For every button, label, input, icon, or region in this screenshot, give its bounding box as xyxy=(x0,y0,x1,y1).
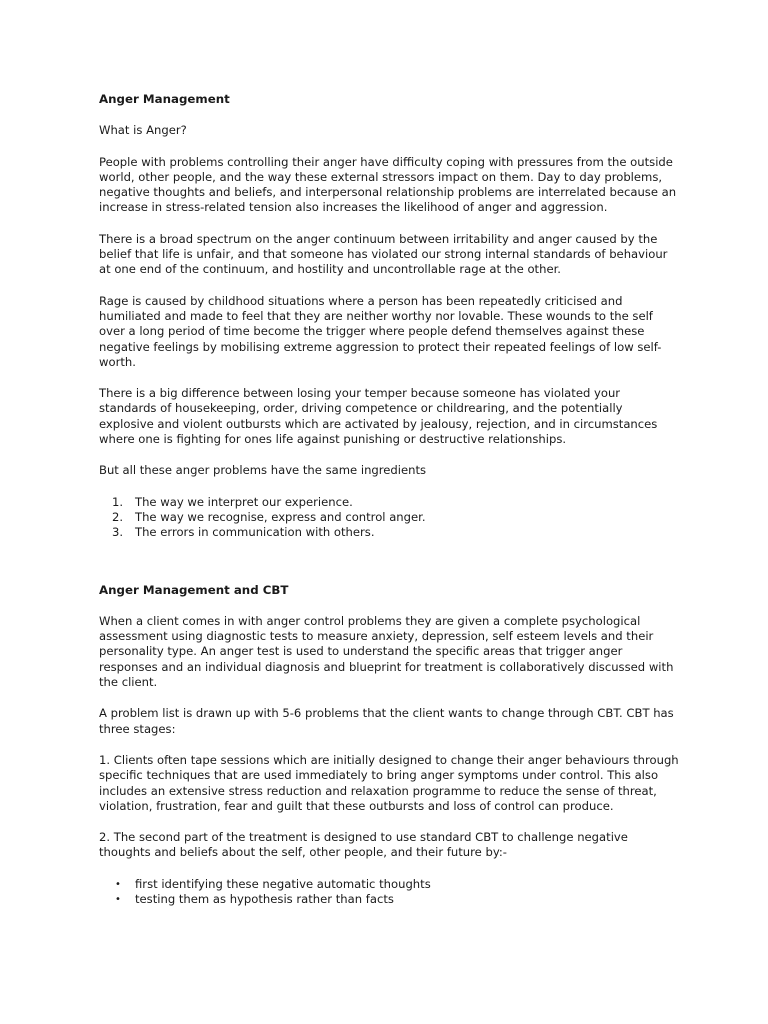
list-item-text: testing them as hypothesis rather than facts xyxy=(135,891,394,906)
list-number: 1. xyxy=(112,494,124,509)
document-body xyxy=(99,92,679,907)
list-item xyxy=(99,510,679,525)
list-item-text: The way we recognise, express and control anger. xyxy=(135,509,426,524)
section-heading-anger-management: Anger Management xyxy=(99,92,230,106)
list-item xyxy=(99,877,679,892)
list-item xyxy=(99,525,679,540)
bullet-icon: • xyxy=(115,893,121,905)
paragraph: A problem list is drawn up with 5-6 problems that the client wants to change through CBT. CBT has three stages: xyxy=(99,706,674,736)
paragraph: But all these anger problems have the same ingredients xyxy=(99,463,427,478)
paragraph: 1. Clients often tape sessions which are initially designed to change their anger behaviours through specific techniques that are used immediately to bring anger symptoms under control. This also includes an extensive stress reduction and relaxation programme to reduce the sense of threat, violation, frustration, fear and guilt that these outbursts and loss of control can produce. xyxy=(99,752,679,813)
paragraph: There is a big difference between losing your temper because someone has violated your standards of housekeeping, order, driving competence or childrearing, and the potentially explosive and violent outbursts which are activated by jealousy, rejection, and in circumstances where one is fighting for ones life against punishing or destructive relationships. xyxy=(99,386,658,447)
subheading-what-is-anger: What is Anger? xyxy=(99,123,187,138)
paragraph: There is a broad spectrum on the anger continuum between irritability and anger caused by the belief that life is unfair, and that someone has violated our strong internal standards of behaviour at one end of the continuum, and hostility and uncontrollable rage at the other. xyxy=(99,231,668,277)
paragraph: Rage is caused by childhood situations where a person has been repeatedly criticised and humiliated and made to feel that they are neither worthy nor lovable. These wounds to the self over a long period of time become the trigger where people defend themselves against these negative feelings by mobilising extreme aggression to protect their repeated feelings of low self-worth. xyxy=(99,293,662,369)
list-item-text: The way we interpret our experience. xyxy=(135,494,353,509)
list-number: 3. xyxy=(112,525,124,540)
paragraph: When a client comes in with anger control problems they are given a complete psychological assessment using diagnostic tests to measure anxiety, depression, self esteem levels and their personality type. An anger test is used to understand the specific areas that trigger anger responses and an individual diagnosis and blueprint for treatment is collaboratively discussed with the client. xyxy=(99,613,674,690)
section-heading-anger-management-cbt: Anger Management and CBT xyxy=(99,582,289,597)
list-item xyxy=(99,495,679,510)
list-number: 2. xyxy=(112,509,124,524)
paragraph: People with problems controlling their anger have difficulty coping with pressures from the outside world, other people, and the way these external stressors impact on them. Day to day problems, negative thoughts and beliefs, and interpersonal relationship problems are interrelated because an increase in stress-related tension also increases the likelihood of anger and aggression. xyxy=(99,154,677,215)
list-item-text: The errors in communication with others. xyxy=(135,525,375,540)
list-item-text: first identifying these negative automatic thoughts xyxy=(135,876,431,891)
bullet-list xyxy=(99,877,679,908)
bullet-icon: • xyxy=(115,878,121,890)
paragraph: 2. The second part of the treatment is designed to use standard CBT to challenge negative thoughts and beliefs about the self, other people, and their future by:- xyxy=(99,830,628,860)
list-item xyxy=(99,892,679,907)
ingredients-list xyxy=(99,495,679,541)
